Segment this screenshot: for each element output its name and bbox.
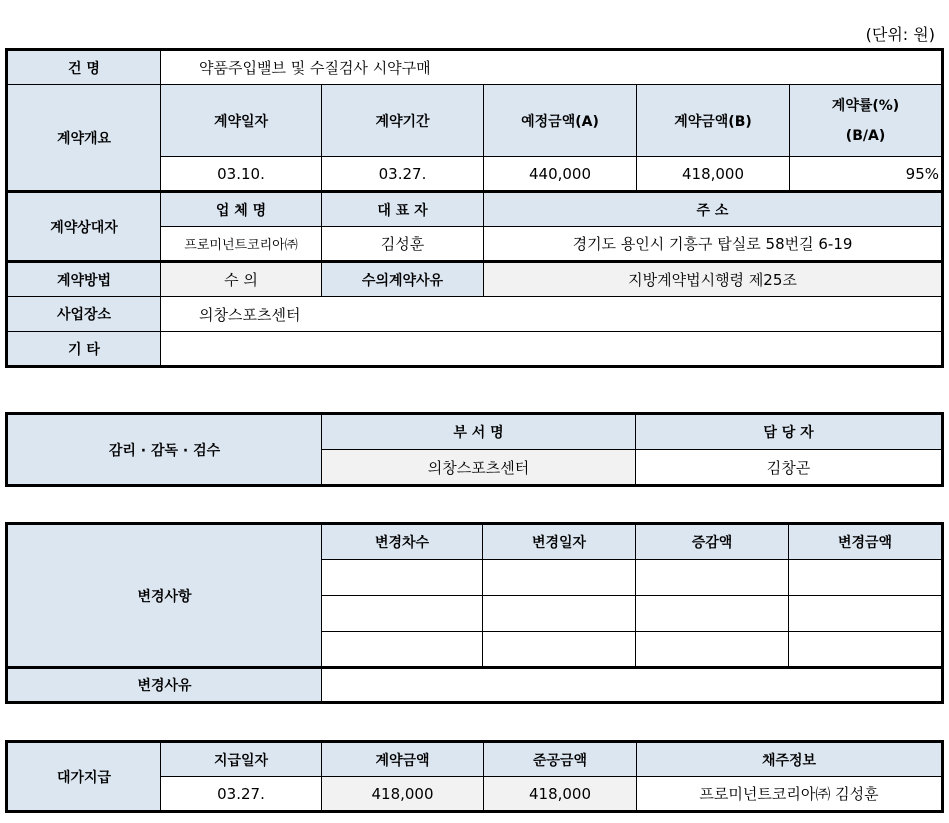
change-reason-value [322, 668, 943, 703]
dept-header: 부 서 명 [322, 414, 636, 450]
unit-label: (단위: 원) [865, 25, 935, 44]
payment-creditor: 프로미넌트코리아㈜ 김성훈 [637, 777, 943, 812]
rate-header-line2: (B/A) [845, 127, 886, 144]
changes-cell [322, 560, 483, 596]
changes-cell [789, 632, 943, 668]
changes-header: 변경일자 [483, 524, 636, 560]
method-label: 계약방법 [7, 262, 161, 297]
contract-rate: 95% [790, 157, 943, 192]
payment-table [5, 740, 944, 813]
payment-completion-amount: 418,000 [484, 777, 637, 812]
payment-contract-amount: 418,000 [322, 777, 484, 812]
contract-amount: 418,000 [637, 157, 790, 192]
party-header-address: 주 소 [484, 192, 943, 227]
site-value: 의창스포츠센터 [161, 297, 943, 332]
reason-label: 수의계약사유 [322, 262, 484, 297]
changes-label: 변경사항 [7, 524, 322, 668]
party-company: 프로미넌트코리아㈜ [161, 227, 322, 262]
party-rep: 김성훈 [322, 227, 484, 262]
supervision-label: 감리 · 감독 · 검수 [7, 414, 322, 486]
changes-cell [789, 596, 943, 632]
changes-cell [483, 560, 636, 596]
changes-header: 증감액 [636, 524, 789, 560]
reason-value: 지방계약법시행령 제25조 [484, 262, 943, 297]
overview-header: 예정금액(A) [484, 85, 637, 157]
etc-value [161, 332, 943, 367]
estimated-amount: 440,000 [484, 157, 637, 192]
changes-table [5, 522, 944, 704]
supervision-table [5, 412, 944, 487]
rate-header [790, 85, 943, 157]
payment-header: 채주정보 [637, 742, 943, 777]
person-value: 김창곤 [636, 450, 943, 486]
changes-cell [636, 560, 789, 596]
etc-label: 기 타 [7, 332, 161, 367]
changes-cell [636, 596, 789, 632]
site-label: 사업장소 [7, 297, 161, 332]
payment-date: 03.27. [161, 777, 322, 812]
contract-date: 03.10. [161, 157, 322, 192]
title-label: 건 명 [7, 50, 161, 85]
payment-header: 준공금액 [484, 742, 637, 777]
party-label: 계약상대자 [7, 192, 161, 262]
overview-header: 계약기간 [322, 85, 484, 157]
contract-table [5, 48, 944, 368]
payment-label: 대가지급 [7, 742, 161, 812]
party-header-company: 업 체 명 [161, 192, 322, 227]
overview-header: 계약금액(B) [637, 85, 790, 157]
payment-header: 지급일자 [161, 742, 322, 777]
overview-label: 계약개요 [7, 85, 161, 192]
contract-period: 03.27. [322, 157, 484, 192]
changes-cell [483, 632, 636, 668]
changes-cell [483, 596, 636, 632]
changes-header: 변경금액 [789, 524, 943, 560]
person-header: 담 당 자 [636, 414, 943, 450]
dept-value: 의창스포츠센터 [322, 450, 636, 486]
title-value: 약품주입밸브 및 수질검사 시약구매 [161, 50, 943, 85]
changes-cell [322, 632, 483, 668]
method-value: 수 의 [161, 262, 322, 297]
changes-cell [636, 632, 789, 668]
payment-header: 계약금액 [322, 742, 484, 777]
party-address: 경기도 용인시 기흥구 탑실로 58번길 6-19 [484, 227, 943, 262]
changes-cell [322, 596, 483, 632]
party-header-rep: 대 표 자 [322, 192, 484, 227]
changes-header: 변경차수 [322, 524, 483, 560]
changes-cell [789, 560, 943, 596]
change-reason-label: 변경사유 [7, 668, 322, 703]
rate-header-line1: 계약률(%) [831, 97, 900, 114]
overview-header: 계약일자 [161, 85, 322, 157]
